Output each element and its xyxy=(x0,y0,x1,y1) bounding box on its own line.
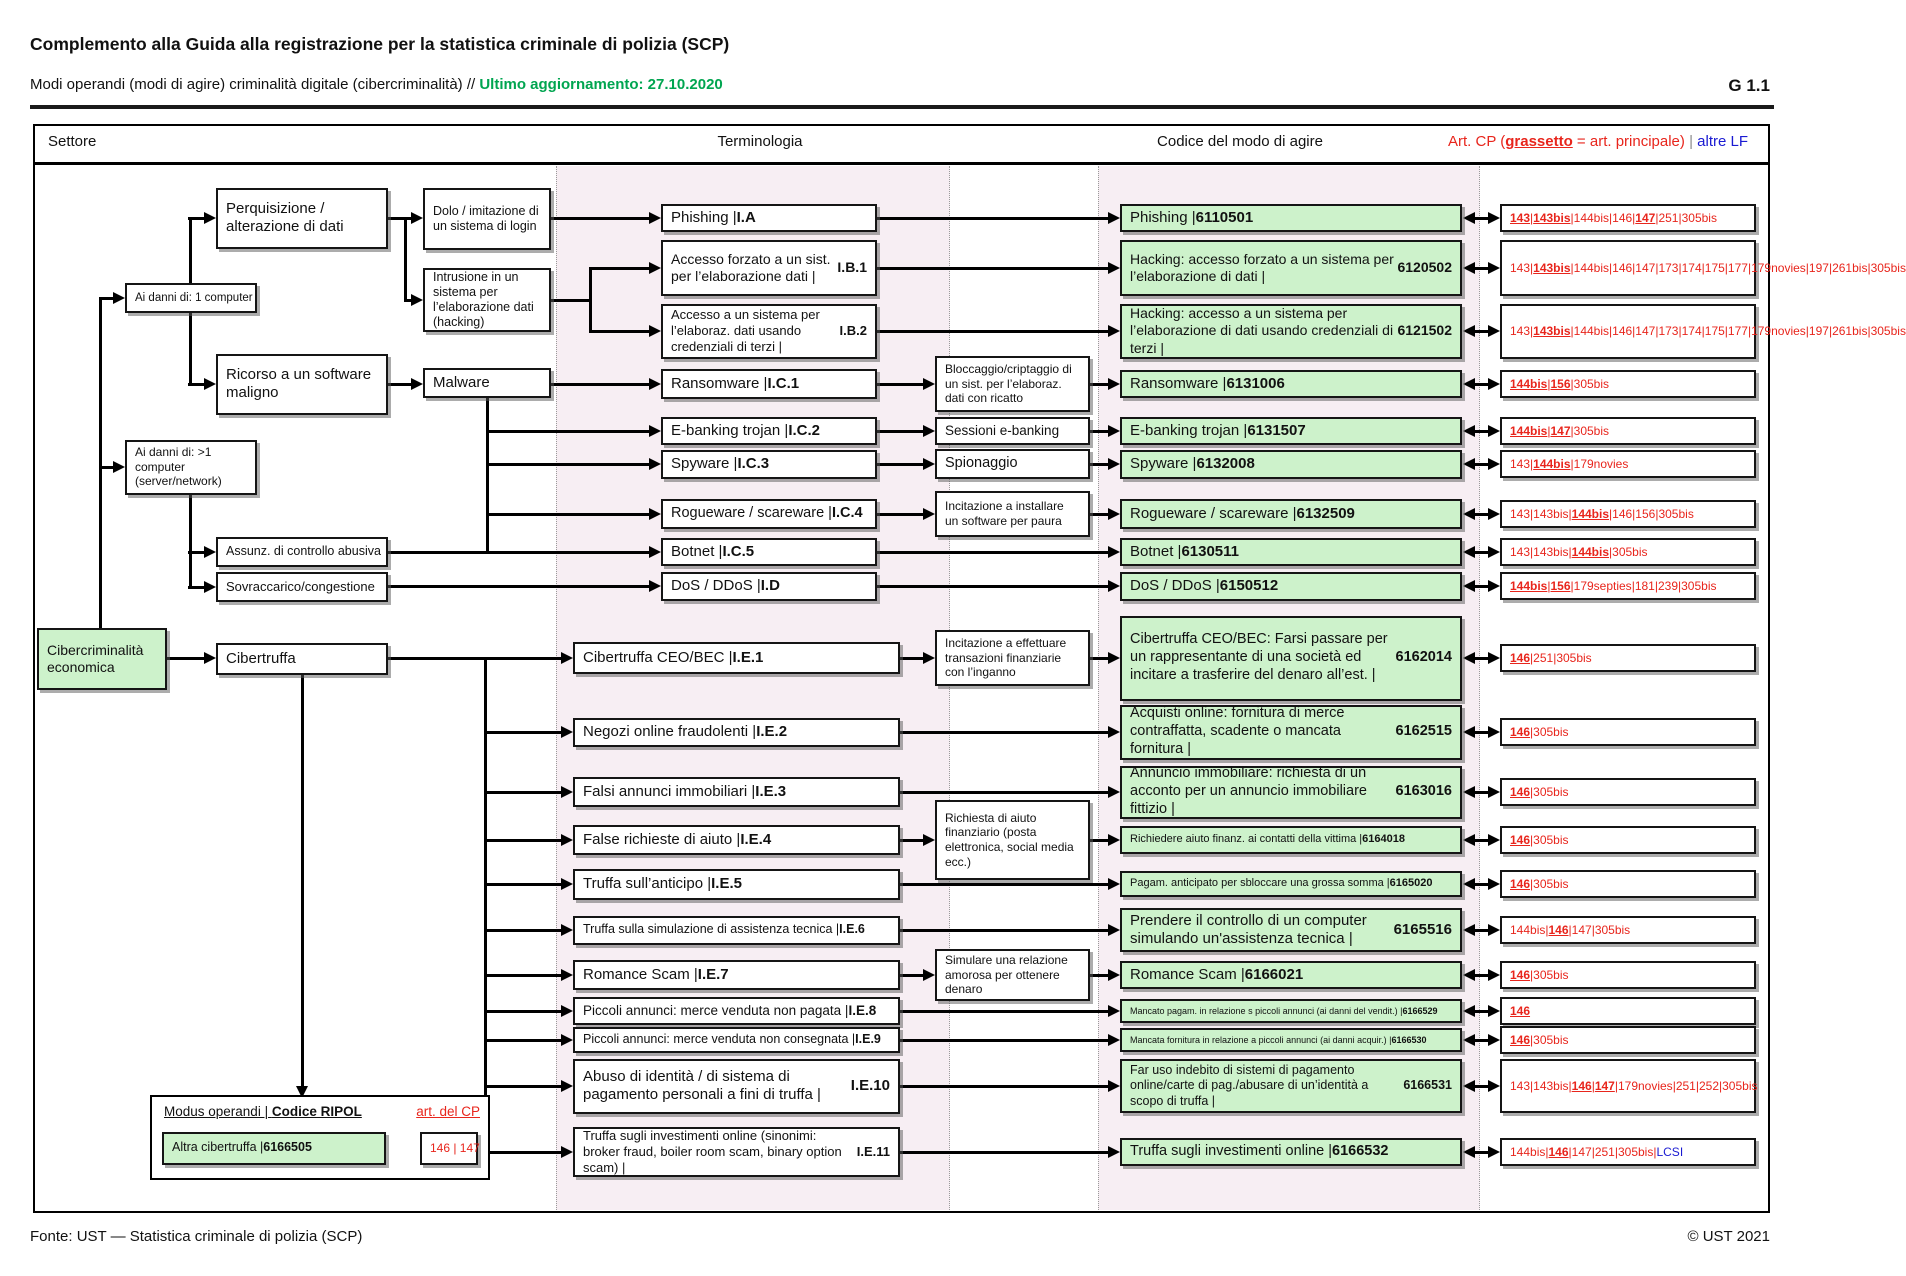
arrowhead-right-icon xyxy=(561,1080,573,1092)
articles-box: 144bis | 146 | 147 | 305bis xyxy=(1500,916,1756,944)
arrowhead-right-icon xyxy=(561,924,573,936)
column-header-settore: Settore xyxy=(48,133,97,150)
flow-line xyxy=(877,513,923,516)
term-note-box: Incitazione a installare un software per paura xyxy=(935,491,1090,537)
arrowhead-right-icon xyxy=(923,652,935,664)
flow-line xyxy=(189,312,192,385)
arrowhead-right-icon xyxy=(1488,378,1500,390)
settore-box-cibertruffa: Cibertruffa xyxy=(216,643,388,675)
term-box: Rogueware / scareware | I.C.4 xyxy=(661,499,877,529)
arrowhead-right-icon xyxy=(1488,212,1500,224)
term-box: Truffa sugli investimenti online (sinonimi: broker fraud, boiler room scam, binary option scam) | I.E.11 xyxy=(573,1127,900,1177)
flow-line xyxy=(1090,383,1108,386)
arrowhead-right-icon xyxy=(1488,1005,1500,1017)
flow-line xyxy=(551,383,649,386)
flow-line xyxy=(189,217,192,284)
articles-box: 143 | 143bis | 144bis | 146 | 156 | 305bis xyxy=(1500,500,1756,528)
modus-code-box: Truffa sugli investimenti online | 6166532 xyxy=(1120,1138,1462,1166)
articles-box: 143 | 143bis | 146 | 147 | 179novies | 251 | 252 | 305bis xyxy=(1500,1059,1756,1113)
term-box: Botnet | I.C.5 xyxy=(661,538,877,566)
articles-box: 146 xyxy=(1500,997,1756,1025)
flow-line xyxy=(388,383,411,386)
arrowhead-right-icon xyxy=(1108,652,1120,664)
column-header-terminologia: Terminologia xyxy=(717,133,803,150)
last-update: Ultimo aggiornamento: 27.10.2020 xyxy=(479,76,723,93)
flow-line xyxy=(99,297,113,300)
ripol-title: Modus operandi | Codice RIPOL xyxy=(164,1104,362,1119)
term-note-box: Incitazione a effettuare transazioni finanziarie con l’inganno xyxy=(935,630,1090,686)
arrowhead-right-icon xyxy=(923,378,935,390)
modus-code-box: E-banking trojan | 6131507 xyxy=(1120,417,1462,445)
flow-line xyxy=(484,929,561,932)
page-title: Complemento alla Guida alla registrazione per la statistica criminale di polizia (SCP) xyxy=(30,34,730,54)
arrowhead-right-icon xyxy=(561,969,573,981)
arrowhead-right-icon xyxy=(923,458,935,470)
arrowhead-right-icon xyxy=(923,969,935,981)
term-box: Abuso di identità / di sistema di pagamento personali a fini di truffa | I.E.10 xyxy=(573,1059,900,1114)
articles-box: 146 | 305bis xyxy=(1500,870,1756,898)
flow-line xyxy=(484,791,561,794)
arrowhead-right-icon xyxy=(411,378,423,390)
settore-box-perquisizione: Perquisizione / alterazione di dati xyxy=(216,188,388,249)
modus-code-box: Spyware | 6132008 xyxy=(1120,450,1462,479)
flow-line xyxy=(486,463,649,466)
arrowhead-right-icon xyxy=(1488,262,1500,274)
flow-line xyxy=(484,1151,561,1154)
arrowhead-right-icon xyxy=(561,652,573,664)
flow-line xyxy=(1090,974,1108,977)
term-box: Phishing | I.A xyxy=(661,204,877,232)
flow-line xyxy=(484,883,561,886)
flow-line xyxy=(900,883,1108,886)
arrowhead-right-icon xyxy=(1488,726,1500,738)
footer-copyright: © UST 2021 xyxy=(1687,1228,1770,1245)
ripol-code-box: Altra cibertruffa | 6166505 xyxy=(162,1132,386,1165)
modus-code-box: Richiedere aiuto finanz. ai contatti della vittima | 6164018 xyxy=(1120,826,1462,854)
arrowhead-right-icon xyxy=(1488,878,1500,890)
footer-source: Fonte: UST — Statistica criminale di polizia (SCP) xyxy=(30,1228,363,1245)
term-note-box: Spionaggio xyxy=(935,449,1090,479)
flow-line xyxy=(188,586,204,589)
arrowhead-right-icon xyxy=(561,1005,573,1017)
settore-box-danni1: Ai danni di: 1 computer xyxy=(125,283,257,313)
term-box: Piccoli annunci: merce venduta non pagata | I.E.8 xyxy=(573,997,900,1025)
arrowhead-right-icon xyxy=(649,546,661,558)
articles-box: 146 | 251 | 305bis xyxy=(1500,644,1756,672)
arrowhead-right-icon xyxy=(561,1034,573,1046)
arrowhead-right-icon xyxy=(1108,924,1120,936)
term-note-box: Bloccaggio/criptaggio di un sist. per l’elaboraz. dati con ricatto xyxy=(935,356,1090,412)
arrowhead-right-icon xyxy=(411,212,423,224)
articles-box: 144bis | 146 | 147 | 251 | 305bis | LCSI xyxy=(1500,1138,1756,1166)
arrowhead-right-icon xyxy=(1108,726,1120,738)
arrowhead-right-icon xyxy=(204,378,216,390)
arrowhead-right-icon xyxy=(1488,546,1500,558)
arrowhead-right-icon xyxy=(923,425,935,437)
arrowhead-right-icon xyxy=(561,726,573,738)
flow-line xyxy=(877,551,1108,554)
term-box: Spyware | I.C.3 xyxy=(661,450,877,479)
flow-line xyxy=(486,513,649,516)
arrowhead-right-icon xyxy=(1488,508,1500,520)
page-subtitle xyxy=(30,76,723,93)
arrowhead-right-icon xyxy=(113,292,125,304)
flow-line xyxy=(900,791,1108,794)
arrowhead-right-icon xyxy=(1108,458,1120,470)
flow-line xyxy=(589,330,649,333)
term-note-box: Richiesta di aiuto finanziario (posta elettronica, social media ecc.) xyxy=(935,800,1090,880)
arrowhead-right-icon xyxy=(1108,580,1120,592)
flow-line xyxy=(388,551,649,554)
flow-line xyxy=(877,267,1108,270)
flow-line xyxy=(877,330,1108,333)
term-box: Accesso forzato a un sist. per l’elaborazione dati | I.B.1 xyxy=(661,240,877,296)
modus-code-box: Rogueware / scareware | 6132509 xyxy=(1120,499,1462,529)
flow-line xyxy=(1090,657,1108,660)
flow-line xyxy=(1090,463,1108,466)
term-note-box: Sessioni e-banking xyxy=(935,417,1090,445)
articles-box: 143 | 143bis | 144bis | 146 | 147 | 173 | 174 | 175 | 177 | 179novies | 197 | 261bis | 305bis xyxy=(1500,240,1756,296)
arrowhead-right-icon xyxy=(204,581,216,593)
arrowhead-right-icon xyxy=(1488,580,1500,592)
flow-line xyxy=(486,430,649,433)
ripol-art-label: art. del CP xyxy=(416,1104,480,1119)
flow-line xyxy=(877,383,923,386)
flow-line xyxy=(167,657,204,660)
page-ref: G 1.1 xyxy=(1728,76,1770,95)
arrowhead-right-icon xyxy=(1108,508,1120,520)
arrowhead-right-icon xyxy=(113,461,125,473)
flow-line xyxy=(188,551,204,554)
header-separator xyxy=(33,162,1770,165)
term-box: Negozi online fraudolenti | I.E.2 xyxy=(573,718,900,747)
modus-code-box: Ransomware | 6131006 xyxy=(1120,370,1462,398)
flow-line xyxy=(589,267,649,270)
modus-code-box: Pagam. anticipato per sbloccare una grossa somma | 6165020 xyxy=(1120,871,1462,897)
flow-line xyxy=(188,383,204,386)
arrowhead-right-icon xyxy=(1488,786,1500,798)
modus-code-box: Acquisti online: fornitura di merce contraffatta, scadente o mancata fornitura | 6162515 xyxy=(1120,705,1462,760)
arrowhead-right-icon xyxy=(923,834,935,846)
flow-line xyxy=(877,585,1108,588)
arrowhead-right-icon xyxy=(411,294,423,306)
term-box: False richieste di aiuto | I.E.4 xyxy=(573,825,900,855)
term-box: Truffa sulla simulazione di assistenza tecnica | I.E.6 xyxy=(573,916,900,945)
arrowhead-right-icon xyxy=(649,378,661,390)
arrowhead-right-icon xyxy=(649,325,661,337)
arrowhead-right-icon xyxy=(1108,546,1120,558)
arrowhead-right-icon xyxy=(204,652,216,664)
term-box: DoS / DDoS | I.D xyxy=(661,572,877,601)
settore-box-malware: Malware xyxy=(423,368,551,398)
settore-box-ricorso: Ricorso a un software maligno xyxy=(216,354,388,415)
modus-code-box: Botnet | 6130511 xyxy=(1120,538,1462,566)
arrowhead-right-icon xyxy=(1108,1146,1120,1158)
flow-line xyxy=(1090,430,1108,433)
term-box: Truffa sull’anticipo | I.E.5 xyxy=(573,869,900,900)
modus-code-box: Hacking: accesso forzato a un sistema per l’elaborazione di dati | 6120502 xyxy=(1120,240,1462,296)
articles-box: 143 | 143bis | 144bis | 146 | 147 | 173 | 174 | 175 | 177 | 179novies | 197 | 261bis | 305bis xyxy=(1500,304,1756,359)
arrowhead-right-icon xyxy=(1488,652,1500,664)
flow-line xyxy=(877,217,1108,220)
flow-line xyxy=(486,397,489,553)
subtitle-text: Modi operandi (modi di agire) criminalità digitale (cibercriminalità) // xyxy=(30,76,480,93)
flow-line xyxy=(900,731,1108,734)
arrowhead-right-icon xyxy=(1108,262,1120,274)
flow-line xyxy=(301,674,304,1086)
arrowhead-right-icon xyxy=(1108,1034,1120,1046)
arrowhead-right-icon xyxy=(1488,1146,1500,1158)
arrowhead-right-icon xyxy=(923,508,935,520)
term-box: Accesso a un sistema per l’elaboraz. dati usando credenziali di terzi | I.B.2 xyxy=(661,304,877,359)
flow-line xyxy=(900,657,923,660)
modus-code-box: Mancata fornitura in relazione a piccoli annunci (ai danni acquir.) | 6166530 xyxy=(1120,1028,1462,1052)
arrowhead-right-icon xyxy=(1488,1034,1500,1046)
arrowhead-right-icon xyxy=(1488,325,1500,337)
column-header-codice: Codice del modo di agire xyxy=(1157,133,1323,150)
top-rule xyxy=(30,105,1774,109)
flow-line xyxy=(900,1039,1108,1042)
term-box: Romance Scam | I.E.7 xyxy=(573,960,900,990)
settore-box-sovraccarico: Sovraccarico/congestione xyxy=(216,572,388,602)
flow-line xyxy=(484,839,561,842)
flow-line xyxy=(484,974,561,977)
settore-box-intrusione: Intrusione in un sistema per l’elaborazione dati (hacking) xyxy=(423,268,551,332)
settore-box-dolo: Dolo / imitazione di un sistema di login xyxy=(423,188,551,250)
term-note-box: Simulare una relazione amorosa per ottenere denaro xyxy=(935,949,1090,1001)
modus-code-box: Phishing | 6110501 xyxy=(1120,204,1462,232)
articles-box: 143 | 143bis | 144bis | 146 | 147 | 251 | 305bis xyxy=(1500,204,1756,232)
modus-code-box: Romance Scam | 6166021 xyxy=(1120,961,1462,989)
flow-line xyxy=(1090,513,1108,516)
modus-code-box: Annuncio immobiliare: richiesta di un acconto per un annuncio immobiliare fittizio | 6163016 xyxy=(1120,766,1462,819)
flow-line xyxy=(877,463,923,466)
arrowhead-right-icon xyxy=(649,580,661,592)
arrowhead-right-icon xyxy=(561,878,573,890)
arrowhead-right-icon xyxy=(649,458,661,470)
settore-box-cibercrim: Cibercriminalità economica xyxy=(37,628,167,690)
arrowhead-right-icon xyxy=(1108,1080,1120,1092)
articles-box: 143 | 143bis | 144bis | 305bis xyxy=(1500,538,1756,566)
arrowhead-right-icon xyxy=(649,508,661,520)
modus-code-box: Hacking: accesso a un sistema per l’elaborazione di dati usando credenziali di terzi | 6121502 xyxy=(1120,304,1462,359)
arrowhead-right-icon xyxy=(1488,458,1500,470)
articles-box: 144bis | 156 | 179septies | 181 | 239 | 305bis xyxy=(1500,572,1756,600)
term-box: Piccoli annunci: merce venduta non consegnata | I.E.9 xyxy=(573,1027,900,1053)
flow-line xyxy=(484,1010,561,1013)
arrowhead-right-icon xyxy=(1108,1005,1120,1017)
arrowhead-right-icon xyxy=(1108,786,1120,798)
arrowhead-right-icon xyxy=(1488,969,1500,981)
settore-box-assunzione: Assunz. di controllo abusiva xyxy=(216,537,388,567)
arrowhead-right-icon xyxy=(1108,378,1120,390)
flow-line xyxy=(99,297,102,631)
term-box: Falsi annunci immobiliari | I.E.3 xyxy=(573,777,900,807)
flow-line xyxy=(589,267,592,332)
ripol-articles-box: 146 | 147 xyxy=(420,1132,478,1165)
term-box: Cibertruffa CEO/BEC | I.E.1 xyxy=(573,642,900,674)
flow-line xyxy=(1090,839,1108,842)
modus-code-box: DoS / DDoS | 6150512 xyxy=(1120,572,1462,601)
arrowhead-right-icon xyxy=(1488,425,1500,437)
flow-line xyxy=(877,430,923,433)
modus-code-box: Prendere il controllo di un computer simulando un'assistenza tecnica | 6165516 xyxy=(1120,908,1462,952)
flow-line xyxy=(484,731,561,734)
modus-code-box: Cibertruffa CEO/BEC: Farsi passare per un rappresentante di una società ed incitare a trasferire del denaro all’est. | 6162014 xyxy=(1120,616,1462,701)
arrowhead-right-icon xyxy=(561,786,573,798)
arrowhead-right-icon xyxy=(1488,1080,1500,1092)
flow-line xyxy=(551,217,649,220)
term-box: Ransomware | I.C.1 xyxy=(661,369,877,399)
arrowhead-right-icon xyxy=(1108,425,1120,437)
flow-line xyxy=(188,217,204,220)
flow-line xyxy=(900,839,923,842)
arrowhead-right-icon xyxy=(1108,969,1120,981)
arrowhead-right-icon xyxy=(1488,834,1500,846)
flow-line xyxy=(484,1085,561,1088)
articles-box: 146 | 305bis xyxy=(1500,826,1756,854)
settore-box-danni2: Ai danni di: >1 computer (server/network) xyxy=(125,440,257,495)
flow-line xyxy=(900,1085,1108,1088)
articles-box: 146 | 305bis xyxy=(1500,961,1756,989)
flow-line xyxy=(189,494,192,588)
flow-line xyxy=(484,1039,561,1042)
flow-line xyxy=(900,974,923,977)
flow-line xyxy=(99,466,113,469)
flow-line xyxy=(900,1010,1108,1013)
modus-code-box: Mancato pagam. in relazione s piccoli annunci (ai danni del vendit.) | 6166529 xyxy=(1120,999,1462,1023)
arrowhead-right-icon xyxy=(561,1146,573,1158)
arrowhead-right-icon xyxy=(1108,878,1120,890)
arrowhead-right-icon xyxy=(1488,924,1500,936)
flow-line xyxy=(900,929,1108,932)
flow-line xyxy=(900,1151,1108,1154)
modus-code-box: Far uso indebito di sistemi di pagamento online/carte di pag./abusare di un’identità a scopo di truffa | 6166531 xyxy=(1120,1059,1462,1113)
flow-line xyxy=(404,217,407,301)
arrowhead-right-icon xyxy=(1108,212,1120,224)
articles-box: 144bis | 156 | 305bis xyxy=(1500,370,1756,398)
arrowhead-right-icon xyxy=(649,425,661,437)
articles-box: 144bis | 147 | 305bis xyxy=(1500,417,1756,445)
arrowhead-right-icon xyxy=(561,834,573,846)
flow-line xyxy=(388,585,649,588)
articles-box: 143 | 144bis | 179novies xyxy=(1500,450,1756,478)
articles-box: 146 | 305bis xyxy=(1500,778,1756,806)
arrowhead-right-icon xyxy=(1108,834,1120,846)
arrowhead-right-icon xyxy=(649,212,661,224)
arrowhead-right-icon xyxy=(204,212,216,224)
flow-line xyxy=(388,657,561,660)
articles-box: 146 | 305bis xyxy=(1500,1026,1756,1054)
column-header-articles: Art. CP (grassetto = art. principale) | altre LF xyxy=(1448,133,1748,150)
flow-line xyxy=(404,217,411,220)
flow-line xyxy=(551,299,591,302)
flow-line xyxy=(404,299,411,302)
arrowhead-right-icon xyxy=(204,546,216,558)
articles-box: 146 | 305bis xyxy=(1500,718,1756,746)
term-box: E-banking trojan | I.C.2 xyxy=(661,417,877,445)
arrowhead-right-icon xyxy=(1108,325,1120,337)
ripol-title-row xyxy=(164,1104,480,1119)
arrowhead-right-icon xyxy=(649,262,661,274)
